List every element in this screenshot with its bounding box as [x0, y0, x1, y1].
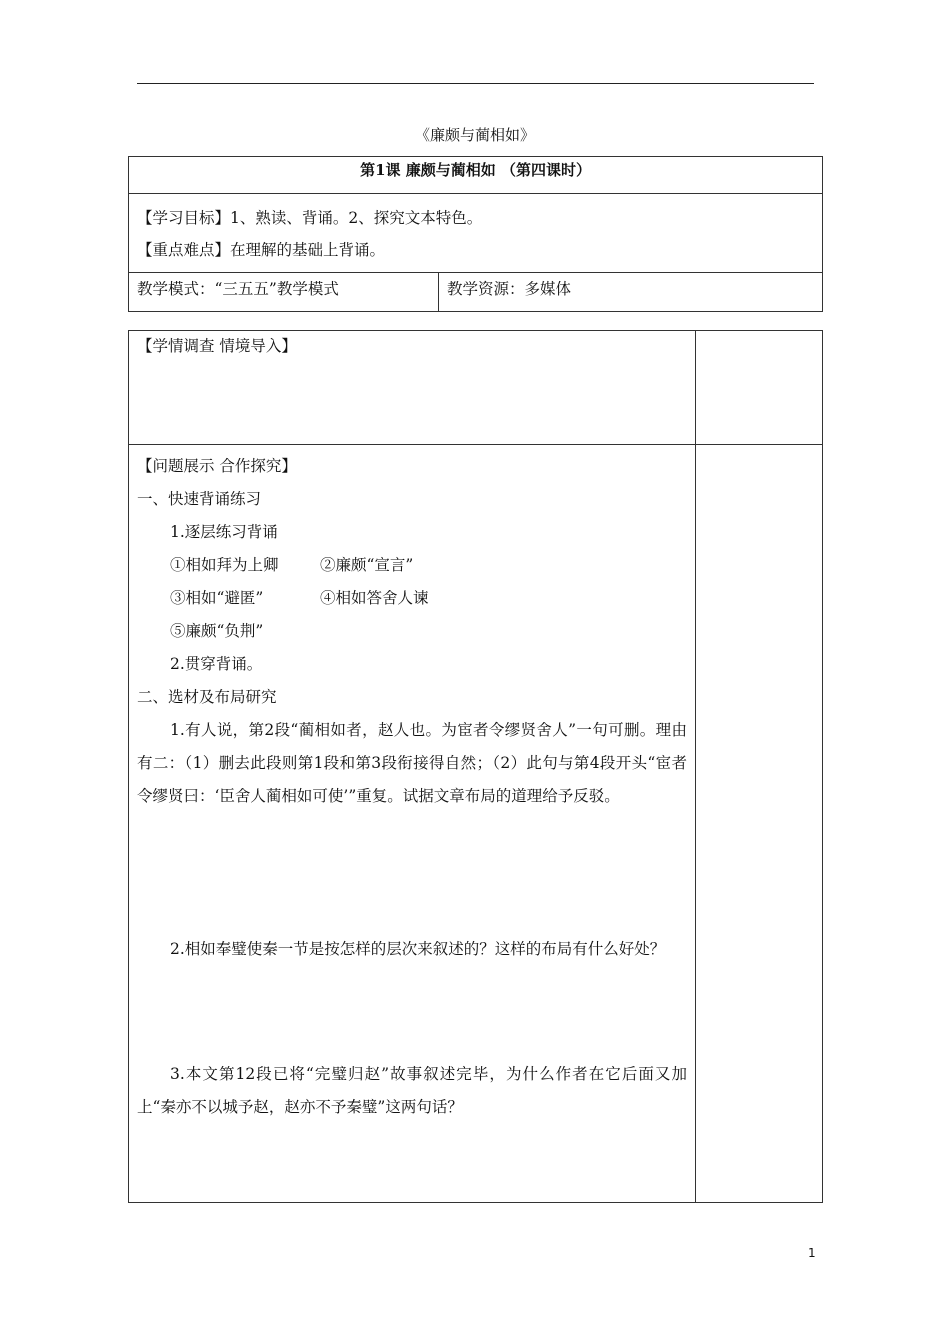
answer-space-2	[137, 966, 687, 1058]
section-1-item-1: 1.逐层练习背诵	[170, 523, 278, 541]
key-difficulty: 【重点难点】在理解的基础上背诵。	[137, 241, 386, 259]
explore-heading: 【问题展示 合作探究】	[137, 457, 297, 475]
recite-subitem-4: ④相如答舍人谏	[320, 589, 429, 607]
page-number: 1	[808, 1246, 816, 1260]
lesson-header: 第1课 廉颇与蔺相如 （第四课时）	[129, 157, 823, 194]
section-1-item-2: 2.贯穿背诵。	[170, 655, 263, 673]
document-title: 《廉颇与蔺相如》	[414, 126, 535, 144]
lesson-info-table	[128, 156, 823, 312]
recite-subitem-5: ⑤廉颇“负荆”	[170, 622, 264, 640]
intro-cell	[129, 331, 696, 445]
header-rule	[137, 83, 814, 84]
question-3: 3.本文第12段已将“完璧归赵”故事叙述完毕，为什么作者在它后面又加上“秦亦不以城予赵，赵亦不予秦璧”这两句话？	[137, 1065, 687, 1116]
recite-subitem-3: ③相如“避匿”	[170, 589, 264, 607]
goals-cell	[129, 194, 823, 273]
teaching-resource: 教学资源：多媒体	[439, 273, 823, 312]
section-2-heading: 二、选材及布局研究	[137, 688, 277, 706]
teaching-mode: 教学模式：“三五五”教学模式	[129, 273, 439, 312]
question-1: 1.有人说，第2段“蔺相如者，赵人也。为宦者令缪贤舍人”一句可删。理由有二：（1）删去此段则第1段和第3段衔接得自然；（2）此句与第4段开头“宦者令缪贤曰：‘臣舍人蔺相如可使’”重复。试据文章布局的道理给予反驳。	[137, 721, 688, 805]
recite-subitem-2: ②廉颇“宣言”	[320, 556, 414, 574]
learning-objective: 【学习目标】1、熟读、背诵。2、探究文本特色。	[137, 209, 483, 227]
explore-cell	[129, 445, 696, 1203]
intro-heading: 【学情调查 情境导入】	[137, 337, 297, 355]
recite-subitem-1: ①相如拜为上卿	[170, 556, 279, 574]
section-1-heading: 一、快速背诵练习	[137, 490, 262, 508]
intro-side-cell	[696, 331, 823, 445]
lesson-body-table	[128, 330, 823, 1203]
explore-side-cell	[696, 445, 823, 1203]
recite-subitems-row-1	[137, 549, 687, 582]
question-2: 2.相如奉璧使秦一节是按怎样的层次来叙述的？这样的布局有什么好处？	[170, 940, 666, 958]
answer-space-1	[137, 813, 687, 933]
recite-subitems-row-2	[137, 582, 687, 615]
